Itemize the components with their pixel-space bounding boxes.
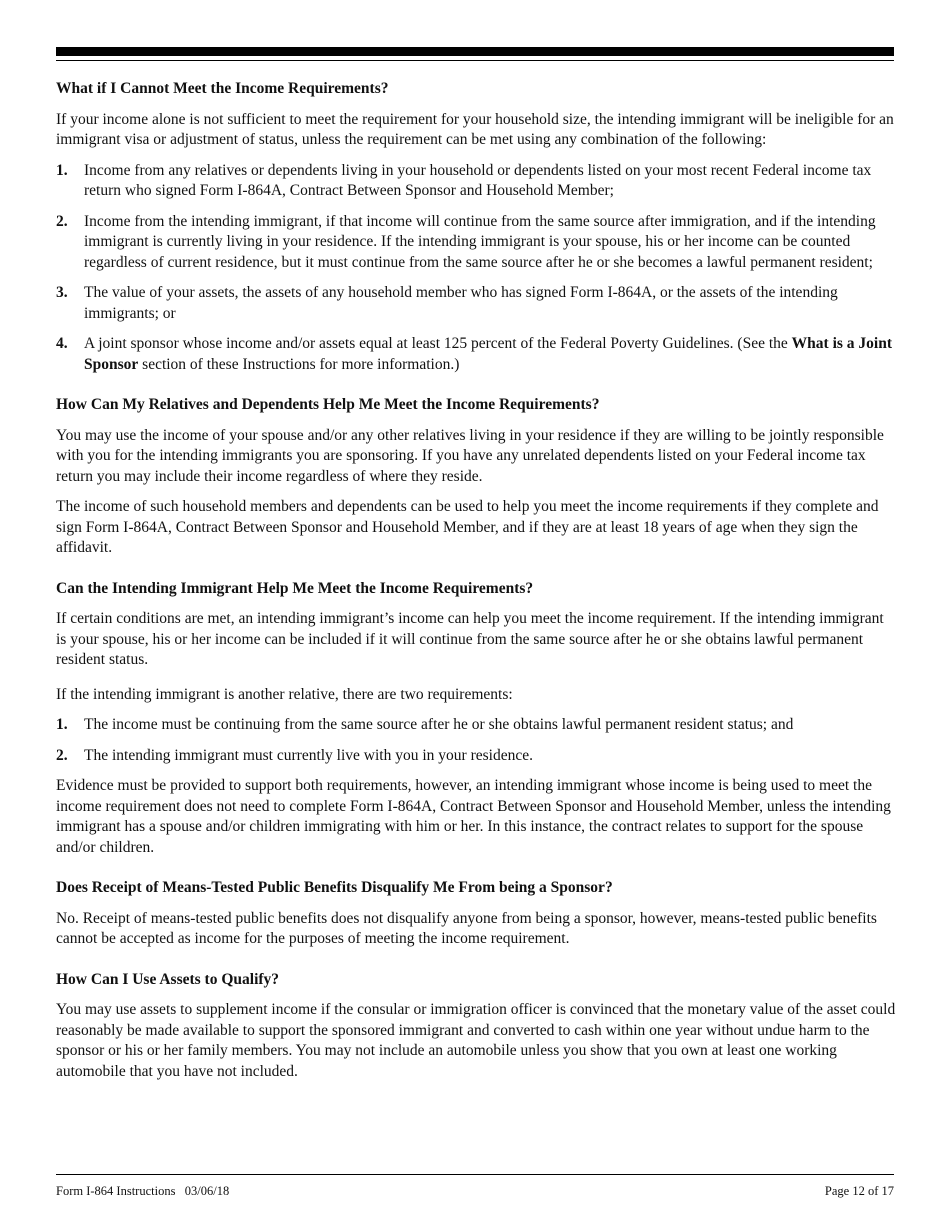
header-thick-rule [56, 47, 894, 56]
list-text-before: A joint sponsor whose income and/or assets equal at least 125 percent of the Federal Poverty Guidelines. (See the [84, 335, 792, 352]
list-text-after: section of these Instructions for more information.) [138, 355, 460, 373]
page-number: Page 12 of 17 [824, 1184, 894, 1198]
list-text: Income from the intending immigrant, if that income will continue from the same source after immigration, and if the intending immigrant is currently living in your residence. If the intending immigrant is your spouse, his or her income can be counted regardless of current residence, but it must continue from the same source after he or she becomes a lawful permanent resident; [84, 212, 876, 271]
list-number: 2. [56, 746, 68, 764]
paragraph: Evidence must be provided to support both requirements, however, an intending immigrant whose income is being used to meet the income requirement does not need to complete Form I-864A, Contract Between Sponsor and Household Member, unless the intending immigrant has a spouse and/or children immigrating with him or her. In this instance, the contract relates to support for the spouse and/or children. [56, 777, 891, 856]
section-heading-relatives-dependents: How Can My Relatives and Dependents Help Me Meet the Income Requirements? [56, 396, 600, 413]
footer-rule [56, 1174, 894, 1175]
list-text: The income must be continuing from the same source after he or she obtains lawful permanent resident status; and [84, 716, 794, 733]
paragraph: If the intending immigrant is another relative, there are two requirements: [56, 685, 513, 703]
list-number: 1. [56, 716, 68, 733]
section-heading-public-benefits: Does Receipt of Means-Tested Public Benefits Disqualify Me From being a Sponsor? [56, 879, 613, 896]
list-text [84, 335, 892, 373]
numbered-list [56, 715, 896, 766]
list-number: 3. [56, 284, 68, 301]
section-intro: If your income alone is not sufficient to meet the requirement for your household size, the intending immigrant will be ineligible for an immigrant visa or adjustment of status, unless the requirement can be met using any combination of the following: [56, 110, 894, 148]
section-heading-intending-immigrant: Can the Intending Immigrant Help Me Meet the Income Requirements? [56, 579, 534, 597]
paragraph: You may use the income of your spouse and/or any other relatives living in your residence if they are willing to be jointly responsible with you for the intending immigrants you are sponsoring. If you have any unrelated dependents listed on your Federal income tax return you may include their income regardless of where they reside. [56, 426, 884, 485]
list-text: The value of your assets, the assets of any household member who has signed Form I-864A, or the assets of the intending immigrants; or [84, 284, 838, 322]
numbered-list [56, 161, 896, 376]
list-item [56, 283, 896, 324]
form-identifier: Form I-864 Instructions 03/06/18 [56, 1184, 230, 1198]
list-text: The intending immigrant must currently live with you in your residence. [84, 746, 533, 764]
list-text: Income from any relatives or dependents living in your household or dependents listed on your most recent Federal income tax return who signed Form I-864A, Contract Between Sponsor and Household Member; [84, 161, 872, 199]
header-thin-rule [56, 60, 894, 61]
section-heading-income-requirements: What if I Cannot Meet the Income Requirements? [56, 80, 389, 97]
list-item [56, 161, 896, 202]
joint-sponsor-reference: What is a Joint Sponsor [84, 335, 893, 373]
list-number: 4. [56, 335, 68, 352]
paragraph: You may use assets to supplement income if the consular or immigration officer is convinced that the monetary value of the asset could reasonably be made available to support the sponsored immigrant and converted to cash within one year without undue harm to the sponsor or his or her family members. You may not include an automobile unless you show that you own at least one working automobile that you have not included. [56, 1001, 896, 1080]
list-number: 1. [56, 161, 68, 179]
paragraph: No. Receipt of means-tested public benefits does not disqualify anyone from being a sponsor, however, means-tested public benefits cannot be accepted as income for the purposes of meeting the income requirement. [56, 909, 877, 947]
list-item [56, 746, 896, 767]
section-heading-assets: How Can I Use Assets to Qualify? [56, 970, 280, 988]
list-item [56, 334, 896, 375]
list-item [56, 212, 896, 274]
list-item [56, 715, 896, 736]
document-content [56, 79, 896, 1092]
paragraph: If certain conditions are met, an intending immigrant’s income can help you meet the income requirement. If the intending immigrant is your spouse, his or her income can be included if it will continue from the same source after he or she obtains lawful permanent resident status. [56, 610, 884, 668]
document-page [56, 0, 894, 1230]
list-number: 2. [56, 212, 68, 230]
paragraph: The income of such household members and dependents can be used to help you meet the income requirements if they complete and sign Form I-864A, Contract Between Sponsor and Household Member, and if they are at least 18 years of age when they sign the affidavit. [56, 498, 879, 556]
